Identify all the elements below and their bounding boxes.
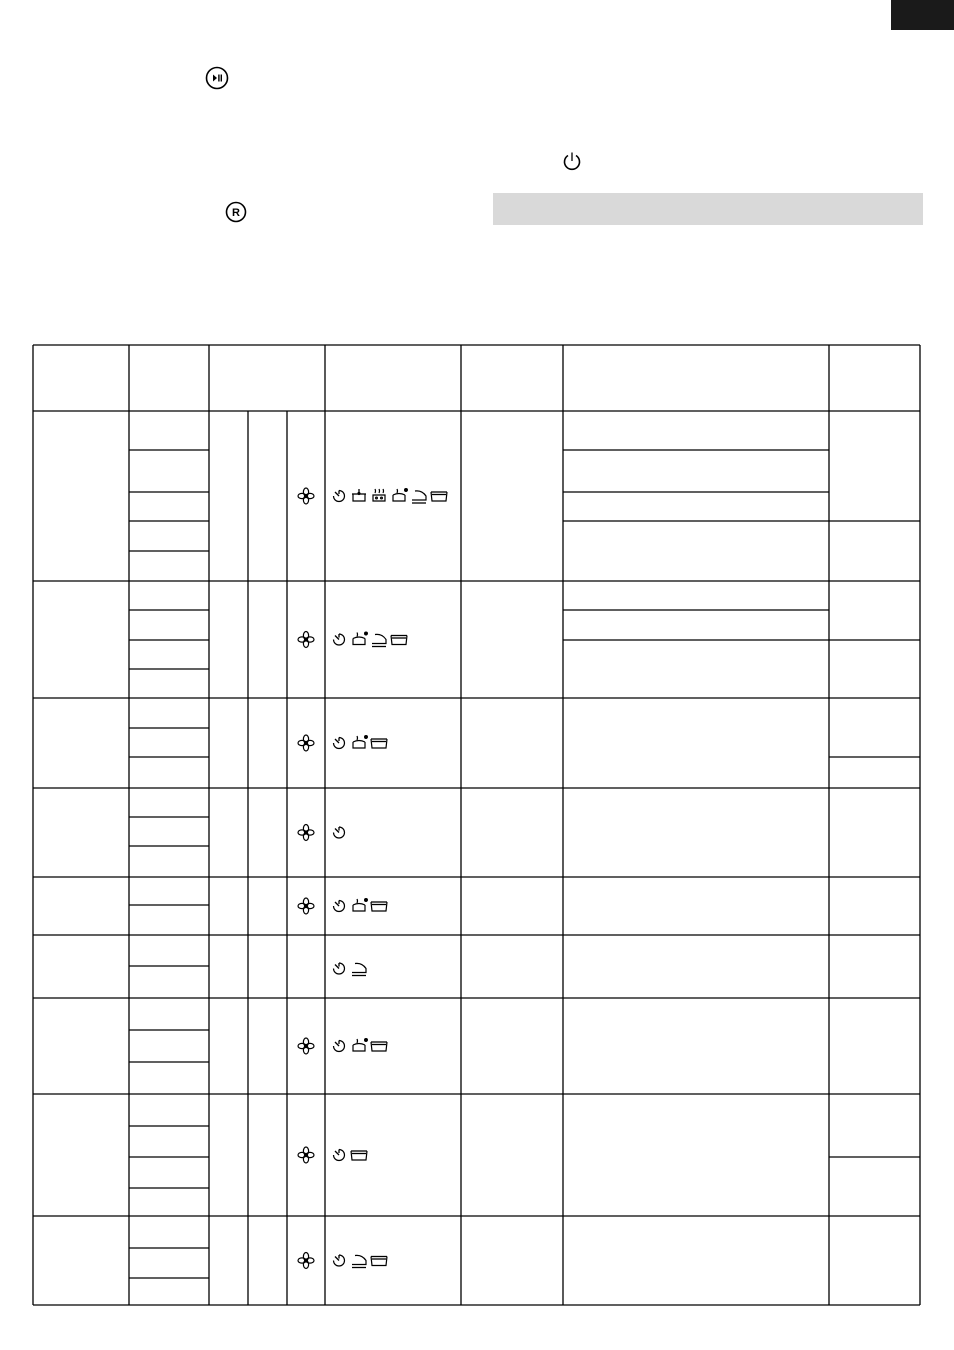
fan-icon	[298, 898, 314, 914]
bowl-icon	[371, 1042, 387, 1051]
bowl-icon	[351, 1151, 367, 1160]
timer-icon	[334, 1150, 345, 1161]
bowl-icon	[391, 636, 407, 645]
iron-icon	[372, 634, 386, 646]
timer-icon	[334, 901, 345, 912]
timer-icon	[334, 1255, 345, 1266]
fan-icon	[298, 488, 314, 504]
bowl-icon	[371, 739, 387, 748]
fan-icon	[298, 825, 314, 841]
bowl-icon	[431, 492, 447, 501]
steam-icon	[353, 632, 367, 644]
timer-icon	[334, 634, 345, 645]
fan-icon	[298, 1253, 314, 1269]
fan-icon	[298, 735, 314, 751]
steam-icon	[353, 1039, 367, 1051]
svg-text:R: R	[232, 207, 240, 220]
timer-icon	[334, 1041, 345, 1052]
steam-icon	[393, 489, 407, 501]
bowl-icon	[371, 1257, 387, 1266]
fan-icon	[298, 632, 314, 648]
timer-icon	[334, 827, 345, 838]
steam-icon	[353, 736, 367, 748]
bowl-icon	[371, 902, 387, 911]
iron-icon	[352, 1255, 366, 1267]
timer-icon	[334, 738, 345, 749]
timer-icon	[334, 491, 345, 502]
iron-icon	[412, 491, 426, 503]
fan-icon	[298, 1147, 314, 1163]
iron-icon	[352, 963, 366, 975]
pot-icon	[352, 489, 366, 501]
boil-icon	[373, 489, 385, 501]
timer-icon	[334, 963, 345, 974]
steam-icon	[353, 899, 367, 911]
fan-icon	[298, 1038, 314, 1054]
